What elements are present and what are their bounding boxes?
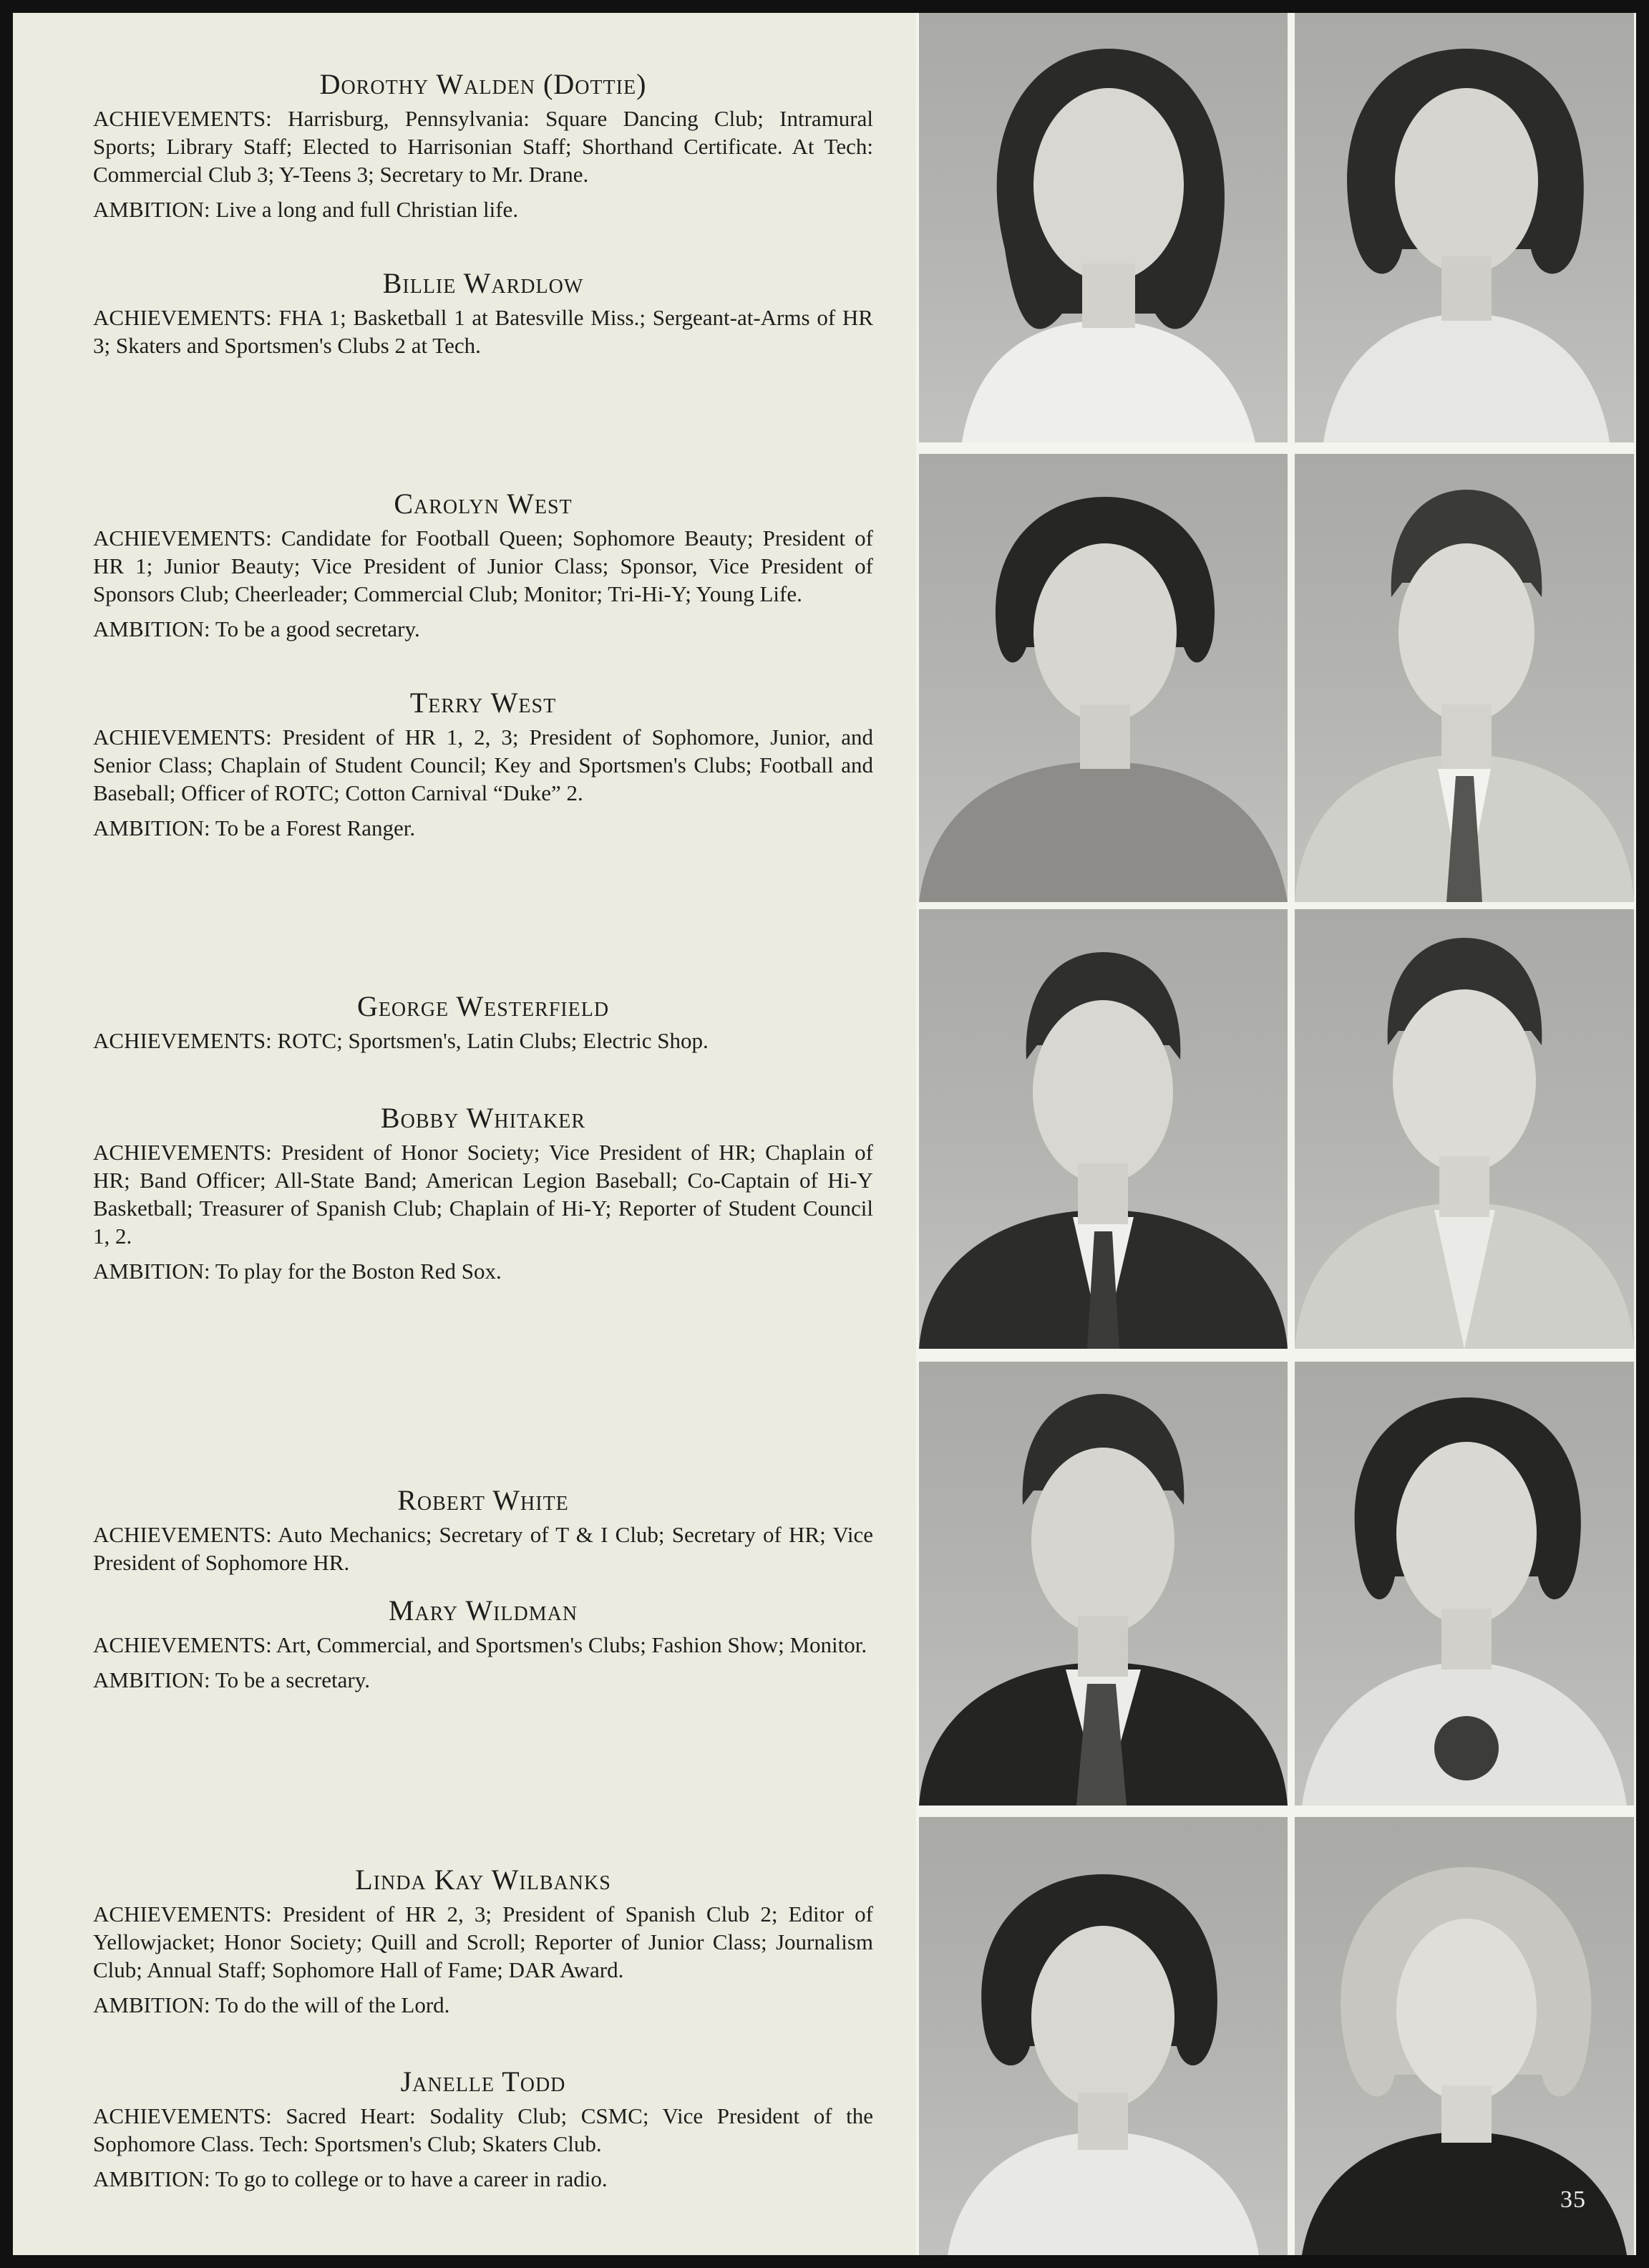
portrait-silhouette — [919, 454, 1288, 902]
student-entry-robert-white — [93, 1483, 873, 1576]
portrait-silhouette — [919, 909, 1288, 1349]
portrait-photo-linda-kay-wilbanks — [919, 1817, 1288, 2255]
student-achievements: ACHIEVEMENTS: President of HR 2, 3; President of Spanish Club 2; Editor of Yellowjacket; Honor Society; Quill and Scroll; Reporter of Junior Class; Journalism Club; Annual Staff; Sophomore Hall of Fame; DAR Award. — [93, 1901, 873, 1982]
student-entry-carolyn-west — [93, 487, 873, 643]
student-achievements: ACHIEVEMENTS: Sacred Heart: Sodality Club; CSMC; Vice President of the Sophomore Class. Tech: Sportsmen's Club; Skaters Club. — [93, 2103, 873, 2156]
student-entry-janelle-todd — [93, 2065, 873, 2193]
yearbook-page — [13, 13, 1636, 2255]
student-achievements: ACHIEVEMENTS: Art, Commercial, and Sportsmen's Clubs; Fashion Show; Monitor. — [93, 1632, 867, 1657]
student-ambition: AMBITION: To be a Forest Ranger. — [93, 815, 416, 840]
portrait-column — [916, 13, 1636, 2255]
student-entry-terry-west — [93, 686, 873, 842]
student-entry-mary-wildman — [93, 1594, 873, 1694]
portrait-photo-carolyn-west — [919, 454, 1288, 902]
text-column — [13, 13, 916, 2255]
student-entry-dorothy-walden — [93, 67, 873, 223]
student-ambition: AMBITION: Live a long and full Christian life. — [93, 197, 519, 222]
student-achievements: ACHIEVEMENTS: Candidate for Football Queen; Sophomore Beauty; President of HR 1; Junior Beauty; Vice President of Junior Class; Sponsor, Vice President of Sponsors Club; Cheerleader; Commercial Club; Monitor; Tri-Hi-Y; Young Life. — [93, 525, 873, 606]
student-name: Janelle Todd — [400, 2065, 566, 2098]
student-name: Terry West — [409, 687, 557, 719]
student-name: Carolyn West — [394, 488, 573, 520]
portrait-photo-mary-wildman — [1295, 1362, 1634, 1806]
student-achievements: ACHIEVEMENTS: Auto Mechanics; Secretary of T & I Club; Secretary of HR; Vice President of Sophomore HR. — [93, 1522, 873, 1575]
portrait-silhouette — [1295, 1362, 1634, 1806]
portrait-silhouette — [1295, 13, 1634, 442]
student-name: Linda Kay Wilbanks — [355, 1864, 611, 1896]
student-name: Billie Wardlow — [382, 267, 584, 299]
student-achievements: ACHIEVEMENTS: Harrisburg, Pennsylvania: Square Dancing Club; Intramural Sports; Library Staff; Elected to Harrisonian Staff; Shorthand Certificate. At Tech: Commercial Club 3; Y-Teens 3; Secretary to Mr. Drane. — [93, 106, 874, 187]
portrait-photo-robert-white — [919, 1362, 1288, 1806]
student-achievements: ACHIEVEMENTS: President of Honor Society; Vice President of HR; Chaplain of HR; Band Officer; All-State Band; American Legion Baseball; Co-Captain of Hi-Y Basketball; Treasurer of Spanish Club; Chaplain of Hi-Y; Reporter of Student Council 1, 2. — [93, 1140, 873, 1249]
student-name: Dorothy Walden (Dottie) — [319, 68, 647, 100]
student-achievements: ACHIEVEMENTS: ROTC; Sportsmen's, Latin Clubs; Electric Shop. — [93, 1028, 709, 1053]
student-entry-george-westerfield — [93, 989, 873, 1055]
student-entry-billie-wardlow — [93, 266, 873, 359]
student-achievements: ACHIEVEMENTS: President of HR 1, 2, 3; President of Sophomore, Junior, and Senior Class; Chaplain of Student Council; Key and Sportsmen's Clubs; Football and Baseball; Officer of ROTC; Cotton Carnival “Duke” 2. — [93, 724, 873, 805]
portrait-photo-dorothy-walden — [919, 13, 1288, 442]
student-name: Robert White — [397, 1484, 569, 1516]
student-ambition: AMBITION: To do the will of the Lord. — [93, 1992, 450, 2017]
portrait-silhouette — [919, 1817, 1288, 2255]
student-name: Bobby Whitaker — [380, 1102, 586, 1134]
portrait-photo-billie-wardlow — [1295, 13, 1634, 442]
student-ambition: AMBITION: To be a good secretary. — [93, 616, 420, 641]
portrait-photo-terry-west — [1295, 454, 1634, 902]
portrait-silhouette — [1295, 454, 1634, 902]
student-entry-bobby-whitaker — [93, 1101, 873, 1285]
portrait-photo-bobby-whitaker — [1295, 909, 1634, 1349]
portrait-photo-george-westerfield — [919, 909, 1288, 1349]
portrait-silhouette — [1295, 909, 1634, 1349]
student-ambition: AMBITION: To be a secretary. — [93, 1667, 370, 1692]
student-name: Mary Wildman — [388, 1594, 578, 1627]
portrait-silhouette — [919, 13, 1288, 442]
student-ambition: AMBITION: To go to college or to have a career in radio. — [93, 2166, 608, 2191]
student-entry-linda-kay-wilbanks — [93, 1863, 873, 2019]
student-ambition: AMBITION: To play for the Boston Red Sox. — [93, 1259, 502, 1284]
student-achievements: ACHIEVEMENTS: FHA 1; Basketball 1 at Batesville Miss.; Sergeant-at-Arms of HR 3; Skaters and Sportsmen's Clubs 2 at Tech. — [93, 305, 873, 358]
student-name: George Westerfield — [356, 990, 610, 1022]
portrait-silhouette — [919, 1362, 1288, 1806]
page-number: 35 — [1560, 2186, 1586, 2213]
